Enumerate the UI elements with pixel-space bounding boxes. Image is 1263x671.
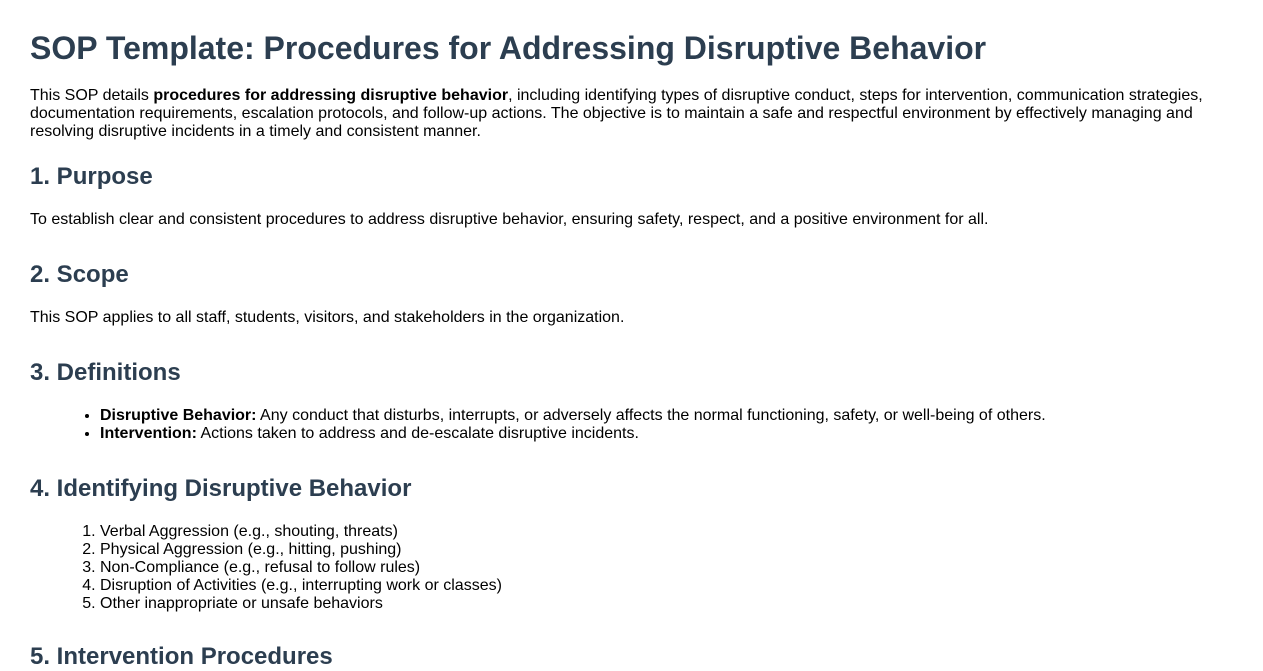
list-item: 2. Physical Aggression (e.g., hitting, pushing) xyxy=(100,541,1233,559)
definition-text: Any conduct that disturbs, interrupts, or adversely affects the normal functioning, safety, or well-being of others. xyxy=(256,407,1046,424)
intro-prefix: This SOP details xyxy=(30,87,154,104)
definition-term: Disruptive Behavior: xyxy=(100,407,257,424)
definition-term: Intervention: xyxy=(100,425,197,442)
section-heading-intervention: 5. Intervention Procedures xyxy=(30,643,333,670)
definition-text: Actions taken to address and de-escalate disruptive incidents. xyxy=(196,425,639,442)
intro-bold: procedures for addressing disruptive behavior xyxy=(153,87,509,104)
section-heading-definitions: 3. Definitions xyxy=(30,359,181,386)
scope-text: This SOP applies to all staff, students, visitors, and stakeholders in the organization. xyxy=(30,309,625,326)
list-item xyxy=(100,407,1233,425)
intro-paragraph xyxy=(30,87,1220,141)
list-item: 5. Other inappropriate or unsafe behaviors xyxy=(100,595,1233,613)
list-item: 3. Non-Compliance (e.g., refusal to follow rules) xyxy=(100,559,1233,577)
purpose-text: To establish clear and consistent procedures to address disruptive behavior, ensuring safety, respect, and a positive environment for all. xyxy=(30,211,989,228)
section-heading-purpose: 1. Purpose xyxy=(30,163,153,190)
list-item: 4. Disruption of Activities (e.g., interrupting work or classes) xyxy=(100,577,1233,595)
section-heading-scope: 2. Scope xyxy=(30,261,129,288)
definitions-list xyxy=(30,407,1233,443)
behavior-types-list xyxy=(30,523,1233,613)
page-title: SOP Template: Procedures for Addressing Disruptive Behavior xyxy=(30,30,987,66)
section-heading-identifying: 4. Identifying Disruptive Behavior xyxy=(30,475,412,502)
list-item: 1. Verbal Aggression (e.g., shouting, threats) xyxy=(100,523,1233,541)
list-item xyxy=(100,425,1233,443)
intro-suffix: , including identifying types of disruptive conduct, steps for intervention, communication strategies, documentation requirements, escalation protocols, and follow-up actions. The objective is to maintain a safe and respectful environment by effectively managing and resolving disruptive incidents in a timely and consistent manner. xyxy=(30,87,1203,140)
